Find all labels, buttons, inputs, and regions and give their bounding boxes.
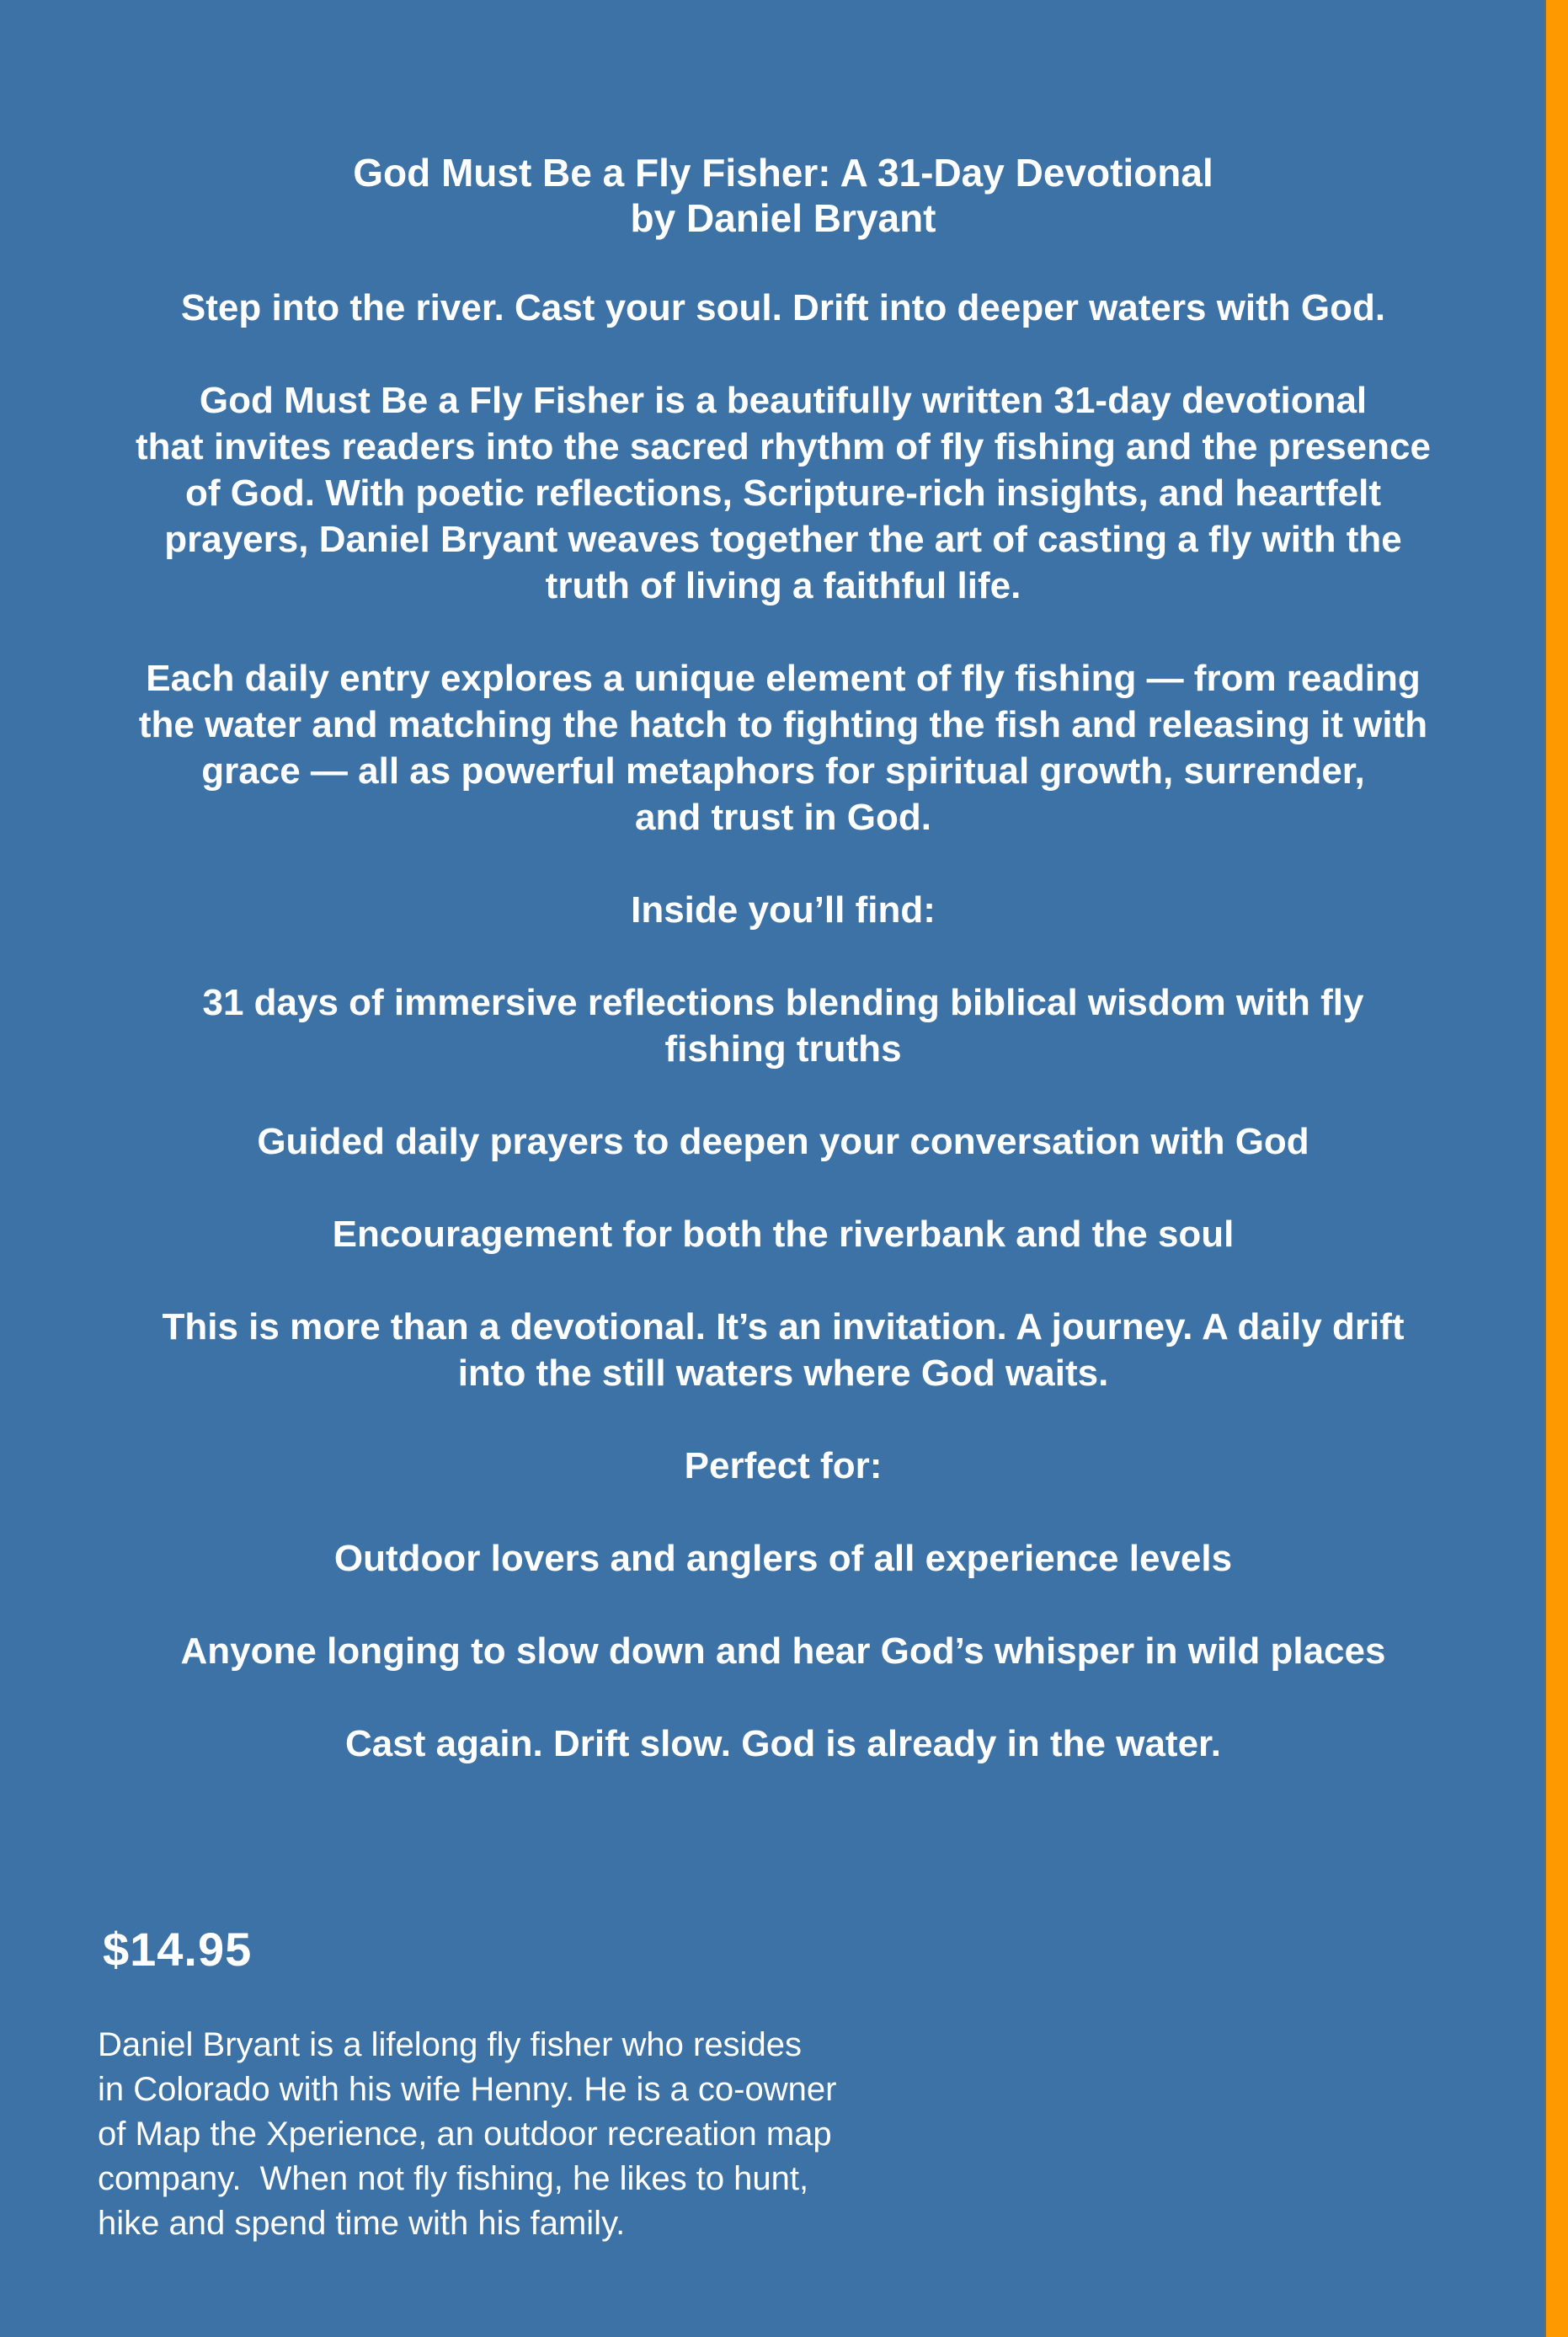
perfect-for-item: Outdoor lovers and anglers of all experience levels [333,1538,1233,1579]
author-bio-line: hike and spend time with his family. [98,2205,626,2242]
inside-item-line: Encouragement for both the riverbank and the soul [332,1214,1235,1255]
description-line: truth of living a faithful life. [545,565,1021,606]
daily-entry-line: grace — all as powerful metaphors for spiritual growth, surrender, [201,750,1365,792]
author-bio-line: in Colorado with his wife Henny. He is a co-owner [98,2071,837,2108]
description-line: that invites readers into the sacred rhythm of fly fishing and the presence [136,426,1431,467]
invitation-line: This is more than a devotional. It’s an invitation. A journey. A daily drift [162,1306,1405,1347]
invitation-line: into the still waters where God waits. [457,1353,1109,1394]
inside-item [84,1118,1482,1165]
title-block [84,150,1482,241]
daily-entry-line: the water and matching the hatch to fighting the fish and releasing it with [138,704,1428,745]
inside-heading: Inside you’ll find: [631,889,936,931]
closing-line: Cast again. Drift slow. God is already in the water. [345,1723,1221,1764]
book-byline: by Daniel Bryant [630,196,936,240]
perfect-for-item: Anyone longing to slow down and hear God’s whisper in wild places [180,1630,1386,1672]
tagline: Step into the river. Cast your soul. Drift into deeper waters with God. [180,287,1386,328]
description-line: prayers, Daniel Bryant weaves together the art of casting a fly with the [164,519,1402,560]
spine-stripe [1544,0,1568,2337]
author-bio-line: Daniel Bryant is a lifelong fly fisher who resides [98,2026,802,2063]
price-label: $14.95 [103,1923,253,1976]
inside-item-line: fishing truths [664,1028,902,1070]
inside-item [84,1211,1482,1257]
book-title: God Must Be a Fly Fisher: A 31-Day Devotional [353,151,1213,195]
inside-item [84,979,1482,1072]
perfect-for-heading: Perfect for: [684,1445,883,1486]
author-bio-line: company. When not fly fishing, he likes to hunt, [98,2160,809,2197]
daily-entry-paragraph [84,655,1482,840]
inside-item-line: Guided daily prayers to deepen your conversation with God [257,1121,1309,1162]
description-line: of God. With poetic reflections, Scripture-rich insights, and heartfelt [185,472,1381,514]
daily-entry-line: Each daily entry explores a unique element of fly fishing — from reading [146,658,1421,699]
author-bio [98,2023,889,2246]
back-cover-blurb [84,150,1482,1767]
author-bio-line: of Map the Xperience, an outdoor recreation map [98,2116,832,2153]
daily-entry-line: and trust in God. [635,797,931,838]
invitation-paragraph [84,1304,1482,1396]
inside-item-line: 31 days of immersive reflections blending biblical wisdom with fly [202,982,1364,1023]
description-line: God Must Be a Fly Fisher is a beautifully written 31-day devotional [199,380,1368,421]
description-paragraph [84,377,1482,609]
